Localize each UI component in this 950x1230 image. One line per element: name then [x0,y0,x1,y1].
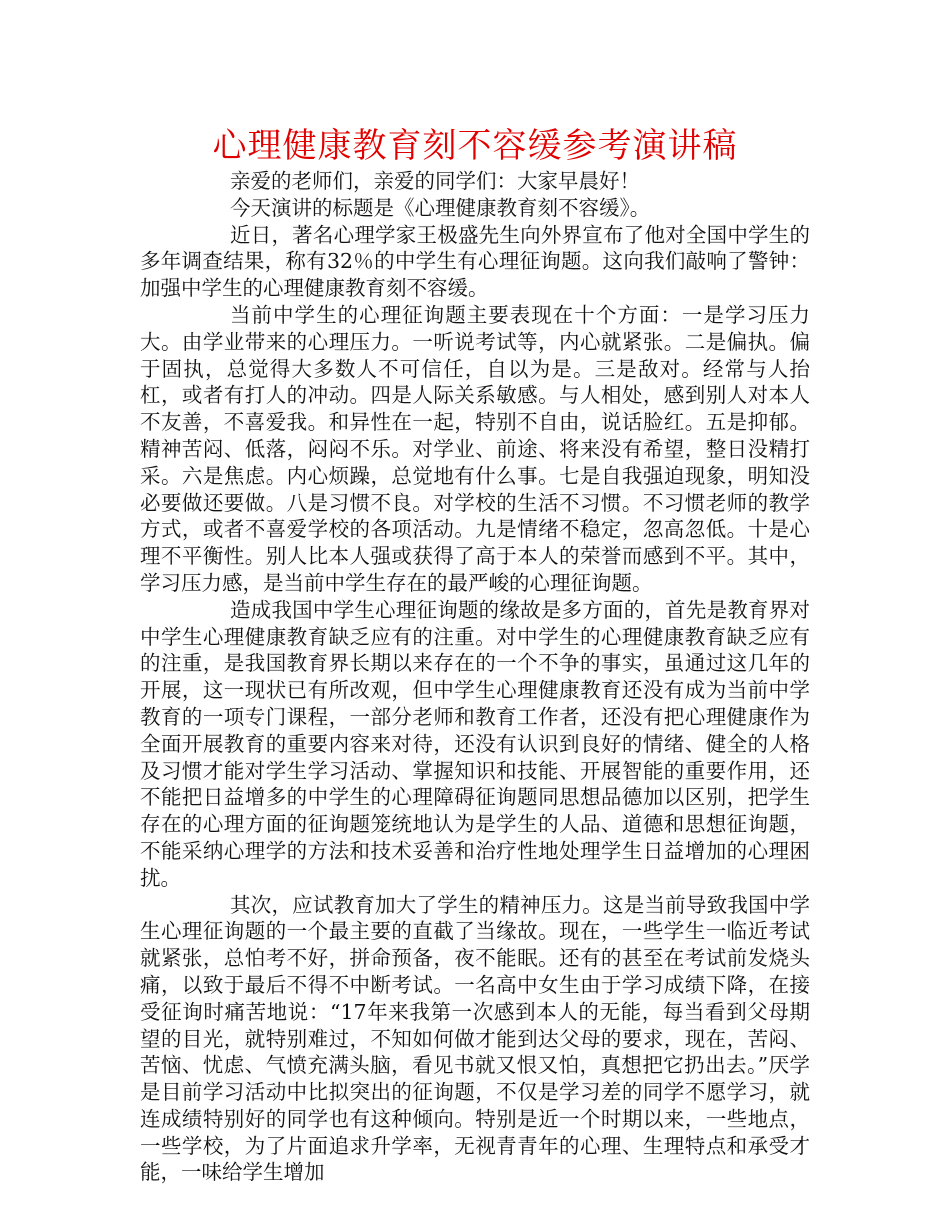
intro-line: 今天演讲的标题是《心理健康教育刻不容缓》。 [230,195,651,220]
paragraph-ten-aspects: 当前中学生的心理征询题主要表现在十个方面：一是学习压力大。由学业带来的心理压力。一听说考试等，内心就紧张。二是偏执。偏于固执，总觉得大多数人不可信任，自以为是。三是敌对。经常与人抬杠，或者有打人的冲动。四是人际关系敏感。与人相处，感到别人对本人不友善，不喜爱我。和异性在一起，特别不自由，说话脸红。五是抑郁。精神苦闷、低落，闷闷不乐。对学业、前途、将来没有希望，整日没精打采。六是焦虑。内心烦躁，总觉地有什么事。七是自我强迫现象，明知没必要做还要做。八是习惯不良。对学校的生活不习惯。不习惯老师的教学方式，或者不喜爱学校的各项活动。九是情绪不稳定，忽高忽低。十是心理不平衡性。别人比本人强或获得了高于本人的荣誉而感到不平。其中，学习压力感，是当前中学生存在的最严峻的心理征询题。 [140,302,810,595]
document-title: 心理健康教育刻不容缓参考演讲稿 [212,126,738,166]
greeting-line: 亲爱的老师们，亲爱的同学们：大家早晨好！ [230,169,640,193]
document-body [140,168,810,1186]
paragraph-survey: 近日，著名心理学家王极盛先生向外界宣布了他对全国中学生的多年调查结果，称有32％的中学生有心理征询题。这向我们敲响了警钟：加强中学生的心理健康教育刻不容缓。 [140,222,810,301]
paragraph-exam-pressure: 其次，应试教育加大了学生的精神压力。这是当前导致我国中学生心理征询题的一个最主要的直截了当缘故。现在，一些学生一临近考试就紧张，总怕考不好，拼命预备，夜不能眠。还有的甚至在考试前发烧头痛，以致于最后不得不中断考试。一名高中女生由于学习成绩下降，在接受征询时痛苦地说：“17年来我第一次感到本人的无能，每当看到父母期望的目光，就特别难过，不知如何做才能到达父母的要求，现在，苦闷、苦恼、忧虑、气愤充满头脑，看见书就又恨又怕，真想把它扔出去。”厌学是目前学习活动中比拟突出的征询题，不仅是学习差的同学不愿学习，就连成绩特别好的同学也有这种倾向。特别是近一个时期以来，一些地点，一些学校，为了片面追求升学率，无视青青年的心理、生理特点和承受才能，一味给学生增加 [140,892,810,1185]
paragraph-causes: 造成我国中学生心理征询题的缘故是多方面的，首先是教育界对中学生心理健康教育缺乏应有的注重。对中学生的心理健康教育缺乏应有的注重，是我国教育界长期以来存在的一个不争的事实，虽通过这几年的开展，这一现状已有所改观，但中学生心理健康教育还没有成为当前中学教育的一项专门课程，一部分老师和教育工作者，还没有把心理健康作为全面开展教育的重要内容来对待，还没有认识到良好的情绪、健全的人格及习惯才能对学生学习活动、掌握知识和技能、开展智能的重要作用，还不能把日益增多的中学生的心理障碍征询题同思想品德加以区别，把学生存在的心理方面的征询题笼统地认为是学生的人品、道德和思想征询题，不能采纳心理学的方法和技术妥善和治疗性地处理学生日益增加的心理困扰。 [140,597,810,890]
